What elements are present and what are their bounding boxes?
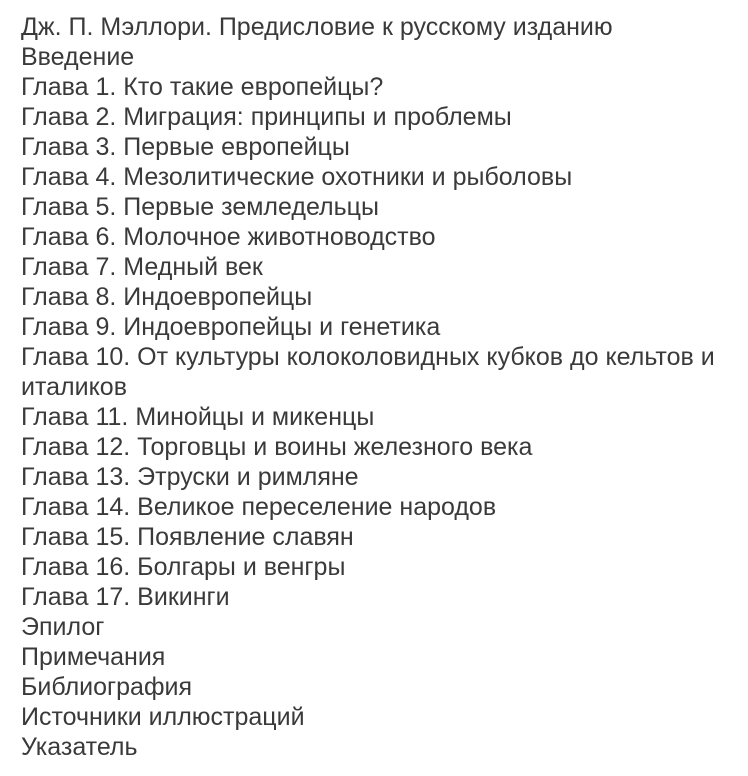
toc-item-illustration-sources: Источники иллюстраций [21,703,305,731]
toc-item-notes: Примечания [21,643,166,671]
toc-item-chapter-5: Глава 5. Первые земледельцы [21,193,379,221]
toc-item-bibliography: Библиография [21,673,193,701]
toc-item-preface: Дж. П. Мэллори. Предисловие к русскому изданию [21,13,613,41]
toc-item-chapter-12: Глава 12. Торговцы и воины железного века [21,433,533,461]
toc-item-index: Указатель [21,733,138,761]
toc-item-chapter-10: Глава 10. От культуры колоколовидных кубков до кельтов и италиков [21,343,715,401]
toc-item-chapter-4: Глава 4. Мезолитические охотники и рыболовы [21,163,573,191]
toc-item-chapter-11: Глава 11. Минойцы и микенцы [21,403,375,431]
toc-item-introduction: Введение [21,43,135,71]
toc-item-epilogue: Эпилог [21,613,105,641]
toc-item-chapter-9: Глава 9. Индоевропейцы и генетика [21,313,441,341]
table-of-contents [21,12,721,762]
toc-item-chapter-2: Глава 2. Миграция: принципы и проблемы [21,103,512,131]
toc-item-chapter-1: Глава 1. Кто такие европейцы? [21,73,384,101]
toc-item-chapter-13: Глава 13. Этруски и римляне [21,463,359,491]
toc-item-chapter-3: Глава 3. Первые европейцы [21,133,350,161]
toc-item-chapter-6: Глава 6. Молочное животноводство [21,223,436,251]
toc-item-chapter-16: Глава 16. Болгары и венгры [21,553,346,581]
toc-item-chapter-8: Глава 8. Индоевропейцы [21,283,313,311]
toc-item-chapter-7: Глава 7. Медный век [21,253,263,281]
toc-item-chapter-14: Глава 14. Великое переселение народов [21,493,497,521]
toc-item-chapter-17: Глава 17. Викинги [21,583,230,611]
toc-item-chapter-15: Глава 15. Появление славян [21,523,354,551]
